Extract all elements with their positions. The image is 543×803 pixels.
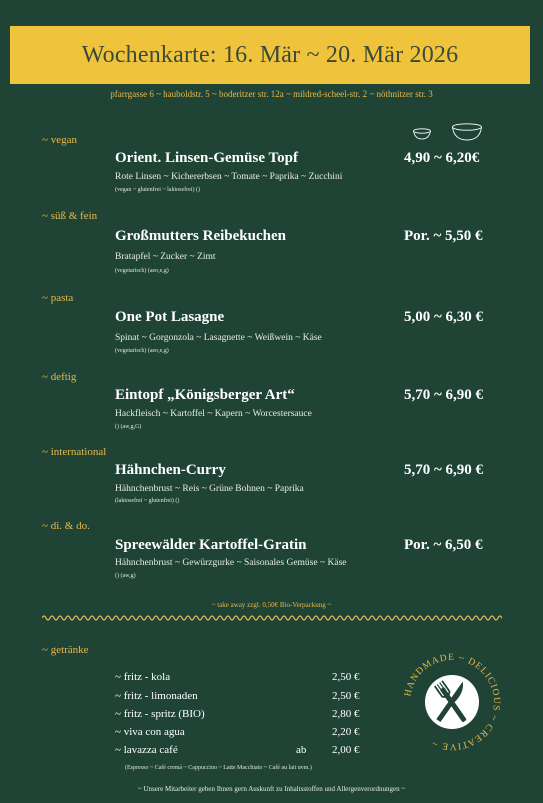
- dish-ingredients: Hähnchenbrust ~ Gewürzgurke ~ Saisonales Gemüse ~ Käse: [115, 558, 347, 568]
- dish-name: Hähnchen-Curry: [115, 462, 226, 478]
- large-bowl-icon: [451, 123, 483, 141]
- drink-price: 2,80 €: [332, 708, 360, 720]
- footer-note: ~ Unsere Mitarbeiter geben Ihnen gern Auskunft zu Inhaltsstoffen und Allergenverordnungen ~: [137, 785, 406, 793]
- dish-tags: () (aw,g,G): [115, 424, 142, 430]
- small-bowl-icon: [412, 128, 432, 140]
- dish-price: 5,70 ~ 6,90 €: [404, 462, 484, 478]
- dish-tags: (vegetarisch) (aeo,e,g): [115, 268, 169, 274]
- dish-price: Por. ~ 5,50 €: [404, 228, 483, 244]
- dish-ingredients: Hackfleisch ~ Kartoffel ~ Kapern ~ Worcestersauce: [115, 409, 312, 419]
- drinks-category: ~ getränke: [42, 644, 89, 656]
- header-band: [10, 26, 530, 84]
- menu-category: ~ pasta: [42, 292, 74, 304]
- takeaway-note: ~ take away zzgl. 0,50€ Bio-Verpackung ~: [211, 601, 332, 609]
- menu-category: ~ international: [42, 446, 107, 458]
- menu-category: ~ süß & fein: [42, 210, 98, 222]
- drink-name: ~ fritz - kola: [115, 671, 171, 683]
- menu-category: ~ deftig: [42, 371, 77, 383]
- dish-tags: (laktosefrei ~ glutenfrei) (): [115, 498, 180, 504]
- dish-name: One Pot Lasagne: [115, 309, 225, 325]
- dish-name: Orient. Linsen-Gemüse Topf: [115, 150, 298, 166]
- dish-tags: () (aw,g): [115, 573, 136, 579]
- drink-name: ~ viva con agua: [115, 726, 185, 738]
- dish-name: Spreewälder Kartoffel-Gratin: [115, 537, 307, 553]
- drink-price: 2,00 €: [332, 744, 360, 756]
- dish-ingredients: Spinat ~ Gorgonzola ~ Lasagnette ~ Weißwein ~ Käse: [115, 333, 322, 343]
- dish-ingredients: Hähnchenbrust ~ Reis ~ Grüne Bohnen ~ Paprika: [115, 484, 304, 494]
- menu-category: ~ di. & do.: [42, 520, 90, 532]
- drink-name: ~ fritz - limonaden: [115, 690, 198, 702]
- drink-price: 2,50 €: [332, 671, 360, 683]
- handmade-badge: [402, 652, 502, 752]
- dish-name: Großmutters Reibekuchen: [115, 228, 286, 244]
- drink-price-prefix: ab: [296, 744, 307, 756]
- dish-tags: (vegetarisch) (aeo,e,g): [115, 348, 169, 354]
- dish-name: Eintopf „Königsberger Art“: [115, 387, 295, 403]
- dish-price: 5,70 ~ 6,90 €: [404, 387, 484, 403]
- dish-tags: (vegan ~ glutenfrei ~ laktosefrei) (): [115, 187, 200, 193]
- addresses-line: pfarrgasse 6 ~ hauboldstr. 5 ~ boderitzer str. 12a ~ mildred-scheel-str. 2 ~ nöthnitzer str. 3: [110, 89, 433, 99]
- drink-price: 2,20 €: [332, 726, 360, 738]
- dish-price: 5,00 ~ 6,30 €: [404, 309, 484, 325]
- dish-price: 4,90 ~ 6,20€: [404, 150, 480, 166]
- dish-ingredients: Rote Linsen ~ Kichererbsen ~ Tomate ~ Paprika ~ Zucchini: [115, 172, 343, 182]
- coffee-note: (Espresso ~ Café cremá ~ Cappuccino ~ Latte Macchiato ~ Café au lait uvm.): [125, 765, 312, 771]
- menu-category: ~ vegan: [42, 134, 77, 146]
- drink-name: ~ lavazza café: [115, 744, 178, 756]
- dish-price: Por. ~ 6,50 €: [404, 537, 483, 553]
- drink-name: ~ fritz - spritz (BIO): [115, 708, 205, 720]
- drink-price: 2,50 €: [332, 690, 360, 702]
- wave-divider: [42, 612, 502, 624]
- page-title: Wochenkarte: 16. Mär ~ 20. Mär 2026: [81, 41, 459, 68]
- badge-text: HANDMADE ~ DELICIOUS ~ CREATIVE ~: [403, 652, 502, 752]
- dish-ingredients: Bratapfel ~ Zucker ~ Zimt: [115, 252, 216, 262]
